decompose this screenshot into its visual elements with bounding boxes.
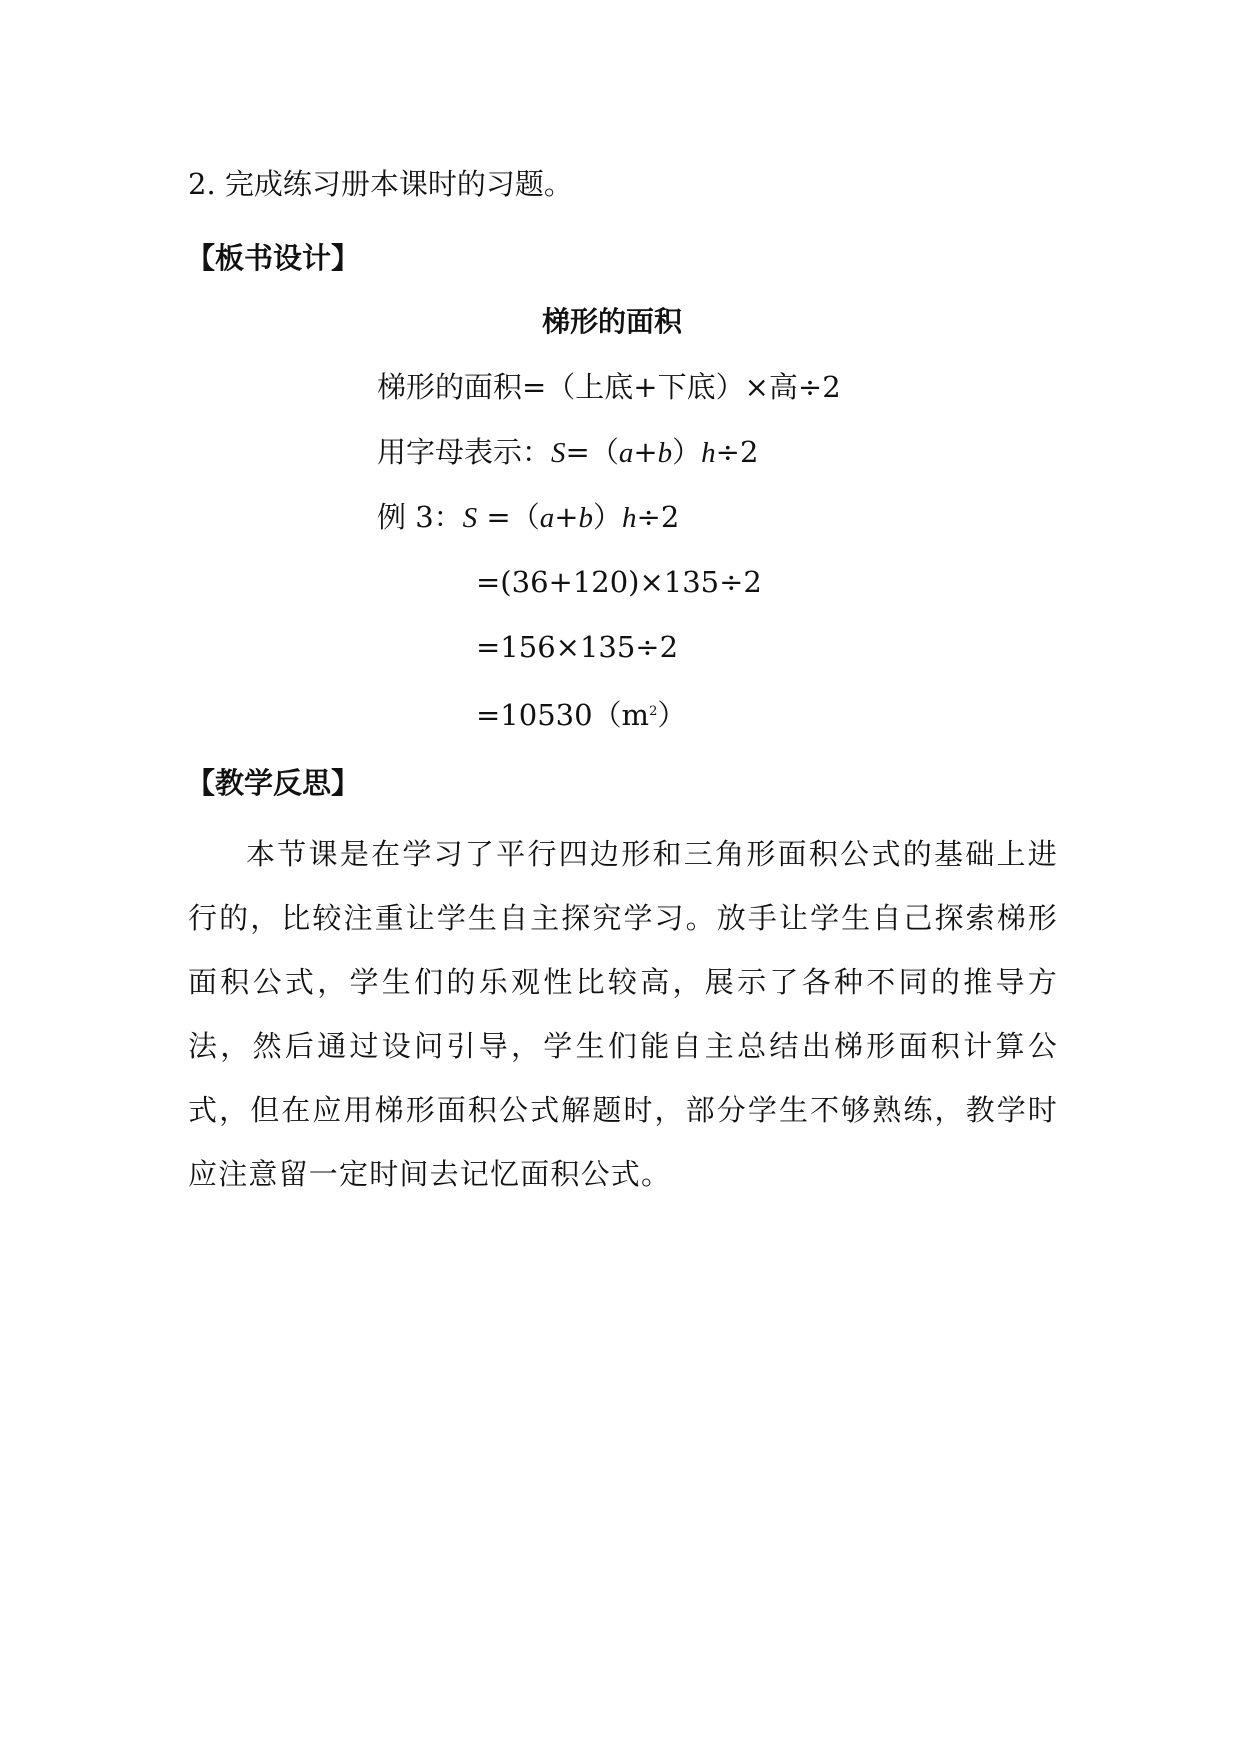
calc-step-2: =156×135÷2 <box>476 630 679 664</box>
board-title: 梯形的面积 <box>542 305 683 338</box>
plus: + <box>554 500 579 534</box>
var-s: S <box>462 502 478 534</box>
var-h: h <box>701 437 716 469</box>
calc-step-3 <box>476 692 686 735</box>
plus: + <box>633 435 658 469</box>
section-heading-board-design: 【板书设计】 <box>186 241 361 275</box>
list-item-2: 2. 完成练习册本课时的习题。 <box>188 167 573 201</box>
reflection-text-after: 性比较高，展示了各种不同的推导方法，然后通过设问引导，学生们能自主总结出梯形面积计算公式，但在应用梯形面积公式解题时，部分学生不够熟练，教学时应注意留一定时间去记忆面积公式。 <box>188 965 1059 1191</box>
calc-step-1: =(36+120)×135÷2 <box>476 565 762 599</box>
var-a: a <box>618 437 634 469</box>
formula-words: 梯形的面积=（上底+下底）×高÷2 <box>377 370 841 404</box>
var-a: a <box>539 502 555 534</box>
step3-superscript: 2 <box>649 704 658 719</box>
var-b: b <box>657 437 673 469</box>
var-b: b <box>578 502 594 534</box>
reflection-text-before: 本节课是在学习了平行四边形和三角形面积公式的基础上进行的，比较注重让学生自主探究学习。放手让学生自己探索梯形面积公式，学生们的 <box>188 837 1058 999</box>
formula-letters <box>377 432 758 473</box>
example-formula <box>377 497 679 538</box>
section-heading-reflection: 【教学反思】 <box>186 766 361 800</box>
reflection-highlight: 乐观 <box>478 965 544 999</box>
var-h: h <box>622 502 637 534</box>
tail: ÷2 <box>715 435 759 469</box>
letters-label: 用字母表示： <box>377 435 552 469</box>
eq-open: =（ <box>565 435 619 469</box>
var-s: S <box>551 437 566 469</box>
example-label: 例 3： <box>377 500 463 534</box>
step3-value: =10530（m <box>476 698 650 732</box>
step3-close: ） <box>657 698 687 732</box>
tail: ÷2 <box>636 500 680 534</box>
close-paren: ） <box>593 500 623 534</box>
eq-open: =（ <box>477 500 540 534</box>
close-paren: ） <box>672 435 702 469</box>
reflection-paragraph <box>188 822 1058 1206</box>
